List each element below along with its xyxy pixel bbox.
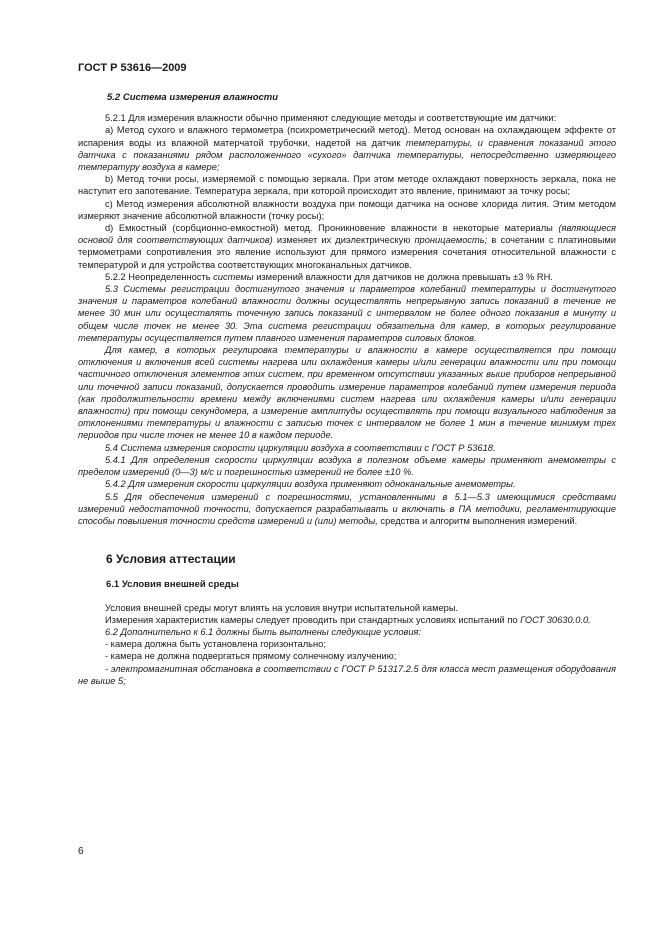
paragraph-6-1-b [78, 614, 616, 626]
paragraph-6-2: 6.2 Дополнительно к 6.1 должны быть выполнены следующие условия: [105, 626, 422, 637]
method-d-text-1: d) Емкостный (сорбционно-емкостной) метод. Проникновение влажности в некоторые материалы [105, 223, 559, 234]
document-code: ГОСТ Р 53616—2009 [78, 62, 187, 74]
list-item-emc: - электромагнитная обстановка в соответствии с ГОСТ Р 51317.2.5 для класса мест размещения оборудования не выше 5; [78, 663, 616, 686]
page-number: 6 [78, 846, 84, 857]
paragraph-5-4: 5.4 Система измерения скорости циркуляции воздуха в соответствии с ГОСТ Р 53618. [105, 442, 496, 453]
method-d-text-3: в сочетании с платиновыми термометрами сопротивления это явление используют для прямого измерения сочетания относительной влажности с температурой и для устройства соответствующих многоканальных датчиков. [78, 235, 617, 270]
paragraph-method-c: с) Метод измерения абсолютной влажности воздуха при помощи датчика на основе хлорида лития. Этим методом измеряют значение абсолютной влажности (точку росы); [78, 198, 616, 221]
paragraph-method-d [78, 222, 616, 271]
paragraph-6-1-a: Условия внешней среды могут влиять на условия внутри испытательной камеры. [105, 602, 459, 613]
section-6-title: 6 Условия аттестации [106, 552, 236, 567]
paragraph-5-2-2 [78, 271, 616, 283]
method-d-italic-2: проницаемость; [414, 235, 488, 246]
paragraph-5-3: 5.3 Системы регистрации достигнутого значения и параметров колебаний температуры и достигнутого значения и параметров колебаний влажности должны осуществлять непрерывную запись показаний в течение не менее 30 мин или осуществлять точечную запись показаний с интервалом не более одного показания в минуту и общем числе точек не менее 30. Эта система регистрации обязательна для камер, в которых регулирование температуры осуществляется путем плавного изменения параметров силовых блоков. [78, 284, 616, 343]
method-a-text: а) Метод сухого и влажного термометра (психрометрический метод). Метод основан на охлаждающем эффекте от испарения воды из влажной матерчатой трубочки, надетой на датчик [78, 125, 616, 148]
section-5-2-title: 5.2 Система измерения влажности [107, 92, 279, 103]
method-d-italic-1: (являющиеся основой для соответствующих датчиков) [78, 223, 616, 246]
paragraph-method-b: b) Метод точки росы, измеряемой с помощью зеркала. При этом методе охлаждают поверхность зеркала, пока не наступит его запотевание. Температура зеркала, при которой происходит это явление, принимают за точку росы; [78, 174, 616, 197]
list-item-sunlight: - камера не должна подвергаться прямому солнечному излучению; [105, 651, 397, 662]
p522-text-1: 5.2.2 Неопределенность [105, 271, 214, 282]
page-body [78, 88, 616, 687]
p61b-text: Измерения характеристик камеры следует проводить при стандартных условиях испытаний по [105, 614, 521, 625]
p522-italic: системы [213, 271, 254, 282]
p55-text: средства и алгоритм выполнения измерений. [377, 515, 578, 526]
p55-italic: 5.5 Для обеспечения измерений с погрешностями, установленными в 5.1—5.3 имеющимися средствами измерений недостаточной точности, допускается разрабатывать и включать в ПА методики, регламентирующие способы повышения точности средств измерений и (или) методы, [78, 491, 616, 526]
method-d-text-2: изменяет их диэлектрическую [272, 235, 415, 246]
paragraph-5-5 [78, 491, 616, 528]
paragraph-5-3-cont: Для камер, в которых регулировка температуры и влажности в камере осуществляется при помощи отключения и включения всей системы нагрева или охлаждения камеры и/или генерации влажности или при помощи частичного отключения элементов этих систем, при временном отсутствии указанных выше приборов непрерывной или точечной записи показаний, допускается проводить измерение параметров колебаний путем измерения периода (как продолжительности времени между включениями систем нагрева или охлаждения камеры и/или генерации влажности) при помощи секундомера, а измерение амплитуды осуществлять при помощи визуального наблюдения за отклонениями температуры и влажности с записью точек с интервалом не более 1 мин в течение минимум трех периодов при числе точек не менее 10 в каждом периоде. [78, 345, 616, 441]
p61b-italic: ГОСТ 30630.0.0. [520, 614, 591, 625]
method-a-italic: температуры, и сравнения показаний этого датчика с показаниями рядом расположенного «сухого» датчика температуры, непосредственно измеряющего температуру воздуха в камере; [78, 137, 617, 173]
section-6-1-title: 6.1 Условия внешней среды [106, 579, 239, 591]
paragraph-5-4-2: 5.4.2 Для измерения скорости циркуляции воздуха применяют одноканальные анемометры. [105, 479, 516, 490]
paragraph-5-2-1: 5.2.1 Для измерения влажности обычно применяют следующие методы и соответствующие им датчики: [105, 113, 557, 124]
paragraph-5-4-1: 5.4.1 Для определения скорости циркуляции воздуха в полезном объеме камеры применяют анемометры с пределом измерений (0—3) м/с и погрешностью измерений не более ±10 %. [78, 454, 616, 478]
paragraph-method-a [78, 124, 616, 173]
p522-text-2: измерений влажности для датчиков не должна превышать ±3 % RH. [253, 271, 553, 282]
list-item-horizontal: - камера должна быть установлена горизонтально; [105, 639, 326, 650]
